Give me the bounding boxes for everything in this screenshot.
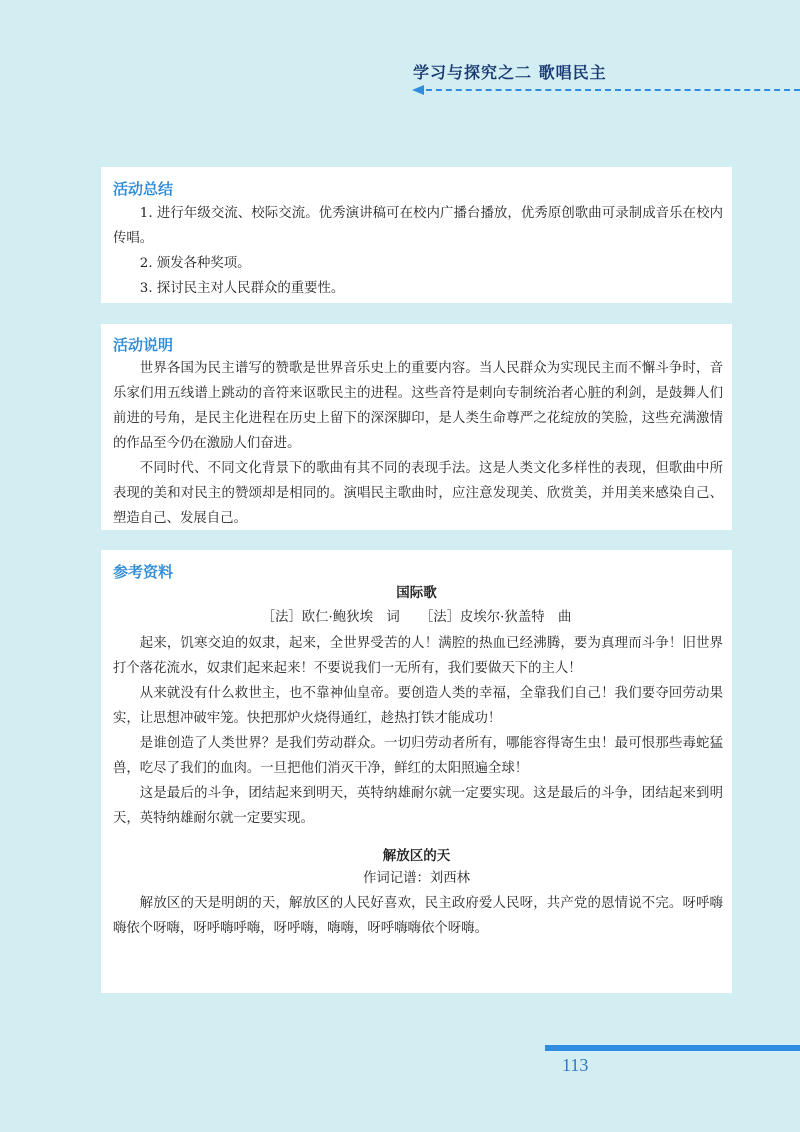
lyrics-verse-1: 起来，饥寒交迫的奴隶，起来，全世界受苦的人！满腔的热血已经沸腾，要为真理而斗争！旧世界打个落花流水，奴隶们起来起来！不要说我们一无所有，我们要做天下的主人！ xyxy=(113,636,723,676)
lyrics-liberated-area: 解放区的天是明朗的天，解放区的人民好喜欢，民主政府爱人民呀，共产党的恩情说不完。呀呼嗨嗨依个呀嗨，呀呼嗨呼嗨，呀呼嗨，嗨嗨，呀呼嗨嗨依个呀嗨。 xyxy=(113,896,723,936)
song-title-internationale: 国际歌 xyxy=(396,585,437,601)
chapter-header-title: 学习与探究之二 歌唱民主 xyxy=(413,63,607,82)
summary-item-1: 1. 进行年级交流、校际交流。优秀演讲稿可在校内广播台播放，优秀原创歌曲可录制成音乐在校内传唱。 xyxy=(113,206,723,246)
lyrics-verse-2: 从来就没有什么救世主，也不靠神仙皇帝。要创造人类的幸福，全靠我们自己！我们要夺回劳动果实，让思想冲破牢笼。快把那炉火烧得通红，趁热打铁才能成功！ xyxy=(113,686,723,726)
summary-item-2: 2. 颁发各种奖项。 xyxy=(139,256,251,271)
page-number: 113 xyxy=(562,1055,589,1075)
description-paragraph-2: 不同时代、不同文化背景下的歌曲有其不同的表现手法。这是人类文化多样性的表现，但歌曲中所表现的美和对民主的赞颂却是相同的。演唱民主歌曲时，应注意发现美、欣赏美，并用美来感染自己、塑造自己、发展自己。 xyxy=(113,461,723,526)
references-title: 参考资料 xyxy=(113,563,174,581)
lyrics-verse-4: 这是最后的斗争，团结起来到明天，英特纳雄耐尔就一定要实现。这是最后的斗争，团结起来到明天，英特纳雄耐尔就一定要实现。 xyxy=(113,786,723,826)
lyrics-verse-3: 是谁创造了人类世界？是我们劳动群众。一切归劳动者所有，哪能容得寄生虫！最可恨那些毒蛇猛兽，吃尽了我们的血肉。一旦把他们消灭干净，鲜红的太阳照遍全球！ xyxy=(113,736,723,776)
song-title-liberated-area: 解放区的天 xyxy=(382,848,451,864)
description-paragraph-1: 世界各国为民主谱写的赞歌是世界音乐史上的重要内容。当人民群众为实现民主而不懈斗争时，音乐家们用五线谱上跳动的音符来讴歌民主的进程。这些音符是刺向专制统治者心脏的利剑，是鼓舞人们前进的号角，是民主化进程在历史上留下的深深脚印，是人类生命尊严之花绽放的笑脸，这些充满激情的作品至今仍在激励人们奋进。 xyxy=(113,361,723,451)
header-dashed-rule xyxy=(416,89,800,91)
activity-summary-title: 活动总结 xyxy=(113,180,174,198)
activity-description-title: 活动说明 xyxy=(113,336,174,354)
summary-item-3: 3. 探讨民主对人民群众的重要性。 xyxy=(139,281,345,296)
activity-summary-card xyxy=(101,167,732,303)
song-credits-liberated-area: 作词记谱：刘西林 xyxy=(362,871,471,886)
activity-description-card xyxy=(101,324,732,530)
references-card xyxy=(101,550,732,993)
song-credits-internationale: ［法］欧仁·鲍狄埃 词 ［法］皮埃尔·狄盖特 曲 xyxy=(261,610,572,625)
footer-bar xyxy=(545,1045,800,1051)
